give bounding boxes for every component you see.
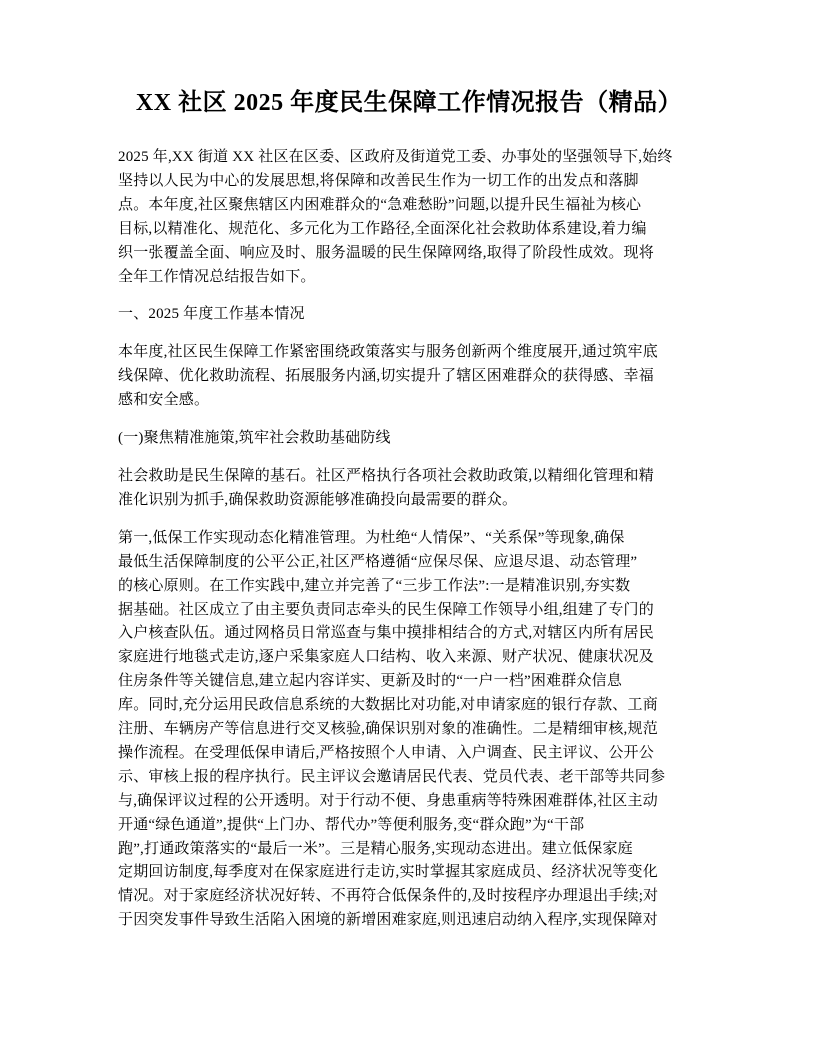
- text-line: 准化识别为抓手,确保救助资源能够准确投向最需要的群众。: [118, 491, 518, 508]
- section-heading-basic-situation: 一、2025 年度工作基本情况: [118, 306, 305, 323]
- text-line: 感和安全感。: [118, 392, 210, 409]
- text-line: 坚持以人民为中心的发展思想,将保障和改善民生作为一切工作的出发点和落脚: [118, 172, 639, 189]
- text-line: 线保障、优化救助流程、拓展服务内涵,切实提升了辖区困难群众的获得感、幸福: [118, 368, 654, 385]
- text-line: 入户核查队伍。通过网格员日常巡查与集中摸排相结合的方式,对辖区内所有居民: [118, 625, 654, 642]
- text-line: 目标,以精准化、规范化、多元化为工作路径,全面深化社会救助体系建设,着力编: [118, 220, 647, 237]
- text-line: 织一张覆盖全面、响应及时、服务温暖的民生保障网络,取得了阶段性成效。现将: [118, 244, 654, 261]
- text-line: 点。本年度,社区聚焦辖区内困难群众的“急难愁盼”问题,以提升民生福祉为核心: [118, 196, 642, 213]
- text-line: 最低生活保障制度的公平公正,社区严格遵循“应保尽保、应退尽退、动态管理”: [118, 553, 638, 570]
- text-line: 全年工作情况总结报告如下。: [118, 268, 316, 285]
- paragraph-overview: [118, 341, 700, 413]
- text-line: 定期回访制度,每季度对在保家庭进行走访,实时掌握其家庭成员、经济状况等变化: [118, 864, 658, 881]
- text-line: 社会救助是民生保障的基石。社区严格执行各项社会救助政策,以精细化管理和精: [118, 467, 654, 484]
- text-line: 2025 年,XX 街道 XX 社区在区委、区政府及街道党工委、办事处的坚强领导下,始终: [118, 149, 673, 165]
- text-line: 于因突发事件导致生活陷入困境的新增困难家庭,则迅速启动纳入程序,实现保障对: [118, 912, 658, 929]
- text-line: 家庭进行地毯式走访,逐户采集家庭人口结构、收入来源、财产状况、健康状况及: [118, 649, 654, 666]
- text-line: 第一,低保工作实现动态化精准管理。为杜绝“人情保”、“关系保”等现象,确保: [118, 529, 625, 546]
- text-line: 操作流程。在受理低保申请后,严格按照个人申请、入户调查、民主评议、公开公: [118, 744, 654, 761]
- text-line: 本年度,社区民生保障工作紧密围绕政策落实与服务创新两个维度展开,通过筑牢底: [118, 344, 658, 361]
- text-line: 开通“绿色通道”,提供“上门办、帮代办”等便利服务,变“群众跑”为“干部: [118, 816, 585, 833]
- paragraph-intro: [118, 146, 700, 289]
- text-line: 与,确保评议过程的公开透明。对于行动不便、身患重病等特殊困难群体,社区主动: [118, 792, 658, 809]
- text-line: 的核心原则。在工作实践中,建立并完善了“三步工作法”:一是精准识别,夯实数: [118, 577, 631, 594]
- text-line: 示、审核上报的程序执行。民主评议会邀请居民代表、党员代表、老干部等共同参: [118, 768, 666, 785]
- document-title: XX 社区 2025 年度民生保障工作情况报告（精品）: [135, 90, 683, 116]
- text-line: 库。同时,充分运用民政信息系统的大数据比对功能,对申请家庭的银行存款、工商: [118, 697, 658, 714]
- section-heading-precise-policy: (一)聚焦精准施策,筑牢社会救助基础防线: [118, 430, 391, 447]
- text-line: 住房条件等关键信息,建立起内容详实、更新及时的“一户一档”困难群众信息: [118, 673, 623, 690]
- text-line: 情况。对于家庭经济状况好转、不再符合低保条件的,及时按程序办理退出手续;对: [118, 888, 659, 905]
- text-line: 注册、车辆房产等信息进行交叉核验,确保识别对象的准确性。二是精细审核,规范: [118, 721, 658, 738]
- paragraph-social-assistance: [118, 465, 700, 513]
- paragraph-dibao-management: [118, 527, 700, 933]
- text-line: 据基础。社区成立了由主要负责同志牵头的民生保障工作领导小组,组建了专门的: [118, 601, 654, 618]
- text-line: 跑”,打通政策落实的“最后一米”。三是精心服务,实现动态进出。建立低保家庭: [118, 840, 633, 857]
